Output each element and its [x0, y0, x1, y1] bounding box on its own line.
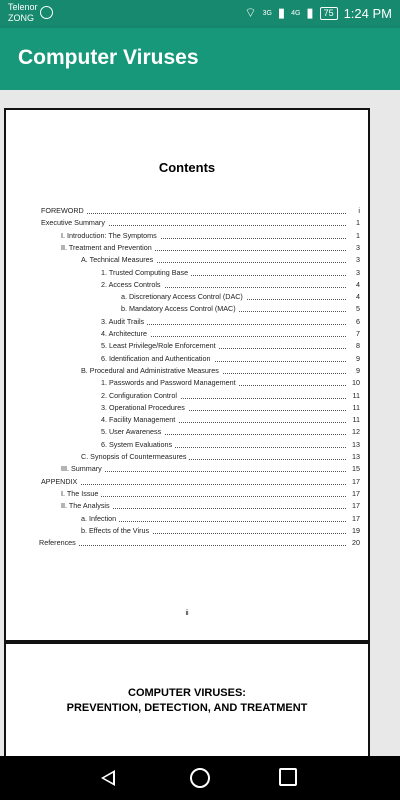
toc-leader-dots — [41, 205, 346, 214]
toc-entry-page: 17 — [346, 476, 360, 488]
toc-entry-page: 20 — [346, 537, 360, 549]
toc-entry — [6, 500, 368, 512]
toc-entry-page: 8 — [346, 340, 360, 352]
document-title-line-1: COMPUTER VIRUSES: — [128, 687, 246, 699]
toc-entry-page: 1 — [346, 217, 360, 229]
app-title: Computer Viruses — [18, 46, 199, 69]
toc-entry — [6, 267, 368, 279]
toc-entry-label: a. Discretionary Access Control (DAC) — [121, 291, 246, 303]
toc-entry-page: 1 — [346, 230, 360, 242]
network-4g-label: 4G — [291, 9, 301, 17]
toc-entry-label: I. Introduction: The Symptoms — [61, 230, 160, 242]
toc-entry — [6, 451, 368, 463]
toc-entry-label: Executive Summary — [41, 217, 108, 229]
document-title — [6, 686, 368, 716]
toc-entry-page: 10 — [346, 377, 360, 389]
toc-entry-page: 12 — [346, 426, 360, 438]
toc-entry — [6, 377, 368, 389]
toc-entry — [6, 365, 368, 377]
toc-entry-page: i — [346, 205, 360, 217]
toc-entry-label: 6. System Evaluations — [101, 439, 175, 451]
status-bar — [0, 0, 400, 28]
toc-leader-dots — [41, 476, 346, 485]
toc-entry — [6, 525, 368, 537]
toc-entry-label: b. Mandatory Access Control (MAC) — [121, 303, 239, 315]
toc-leader-dots — [81, 513, 346, 522]
toc-entry-label: FOREWORD — [41, 205, 87, 217]
toc-entry — [6, 242, 368, 254]
toc-entry-label: 6. Identification and Authentication — [101, 353, 214, 365]
toc-entry-label: 4. Architecture — [101, 328, 150, 340]
home-icon[interactable] — [190, 768, 210, 788]
carrier-secondary: ZONG — [8, 13, 34, 23]
toc-leader-dots — [39, 537, 346, 546]
toc-entry — [6, 316, 368, 328]
carrier-primary: Telenor — [8, 2, 38, 12]
document-page-contents — [4, 108, 370, 642]
toc-entry — [6, 439, 368, 451]
toc-entry — [6, 390, 368, 402]
toc-entry-page: 13 — [346, 451, 360, 463]
toc-entry-label: a. Infection — [81, 513, 119, 525]
toc-entry — [6, 414, 368, 426]
back-icon[interactable] — [101, 770, 115, 786]
wifi-icon: ⌔ — [244, 5, 257, 20]
toc-entry-page: 7 — [346, 328, 360, 340]
toc-entry — [6, 217, 368, 229]
toc-entry — [6, 402, 368, 414]
status-right — [244, 5, 392, 21]
toc-entry-label: B. Procedural and Administrative Measures — [81, 365, 222, 377]
toc-entry-label: 4. Facility Management — [101, 414, 178, 426]
toc-entry-label: II. Treatment and Prevention — [61, 242, 155, 254]
toc-entry — [6, 303, 368, 315]
document-page-title — [4, 642, 370, 756]
toc-entry — [6, 205, 368, 217]
toc-entry-page: 3 — [346, 267, 360, 279]
toc-entry-label: 5. Least Privilege/Role Enforcement — [101, 340, 219, 352]
toc-entry-page: 4 — [346, 291, 360, 303]
toc-entry-label: b. Effects of the Virus — [81, 525, 152, 537]
toc-entry-label: II. The Analysis — [61, 500, 113, 512]
toc-entry — [6, 426, 368, 438]
toc-entry-page: 15 — [346, 463, 360, 475]
toc-entry — [6, 476, 368, 488]
toc-entry-page: 17 — [346, 513, 360, 525]
signal-icon: ▮ — [277, 5, 286, 20]
pdf-viewer[interactable] — [0, 90, 400, 756]
toc-entry-label: III. Summary — [61, 463, 105, 475]
document-title-line-2: PREVENTION, DETECTION, AND TREATMENT — [66, 702, 308, 714]
toc-entry — [6, 463, 368, 475]
toc-entry-page: 9 — [346, 353, 360, 365]
toc-entry-page: 13 — [346, 439, 360, 451]
contents-heading: Contents — [158, 160, 216, 175]
toc-leader-dots — [61, 488, 346, 497]
toc-entry-page: 3 — [346, 242, 360, 254]
toc-entry-label: References — [39, 537, 79, 549]
toc-entry-page: 6 — [346, 316, 360, 328]
toc-entry-page: 11 — [346, 402, 360, 414]
navigation-bar — [0, 756, 400, 800]
carrier-info — [8, 2, 38, 24]
toc-entry-page: 5 — [346, 303, 360, 315]
recent-apps-icon[interactable] — [279, 768, 297, 786]
toc-entry — [6, 279, 368, 291]
toc-entry-page: 9 — [346, 365, 360, 377]
app-bar — [0, 28, 400, 90]
clock: 1:24 PM — [343, 5, 392, 21]
toc-entry — [6, 353, 368, 365]
toc-entry-page: 4 — [346, 279, 360, 291]
toc-entry — [6, 230, 368, 242]
page-number: ii — [185, 610, 189, 617]
toc-entry-label: 5. User Awareness — [101, 426, 164, 438]
toc-entry — [6, 340, 368, 352]
toc-entry — [6, 328, 368, 340]
toc-entry-label: 2. Configuration Control — [101, 390, 180, 402]
toc-entry — [6, 537, 368, 549]
whatsapp-notification-icon — [40, 6, 53, 19]
toc-entry-page: 11 — [346, 414, 360, 426]
toc-entry — [6, 513, 368, 525]
toc-entry-label: C. Synopsis of Countermeasures — [81, 451, 189, 463]
toc-entry-page: 19 — [346, 525, 360, 537]
toc-entry-label: 1. Trusted Computing Base — [101, 267, 191, 279]
toc-entry-label: APPENDIX — [41, 476, 80, 488]
toc-entry-label: 2. Access Controls — [101, 279, 164, 291]
toc-entry-page: 17 — [346, 500, 360, 512]
toc-entry — [6, 254, 368, 266]
toc-entry-label: 1. Passwords and Password Management — [101, 377, 239, 389]
toc-entry-page: 3 — [346, 254, 360, 266]
toc-entry-page: 11 — [346, 390, 360, 402]
network-3g-label: 3G — [262, 9, 272, 17]
toc-entry-label: A. Technical Measures — [81, 254, 156, 266]
signal-icon-2: ▮ — [306, 5, 314, 20]
toc-entry-page: 17 — [346, 488, 360, 500]
toc-entry-label: 3. Operational Procedures — [101, 402, 188, 414]
battery-icon: 75 — [320, 7, 338, 20]
toc-entry — [6, 488, 368, 500]
toc-entry-label: 3. Audit Trails — [101, 316, 147, 328]
toc-entry-label: I. The Issue — [61, 488, 101, 500]
toc-entry — [6, 291, 368, 303]
